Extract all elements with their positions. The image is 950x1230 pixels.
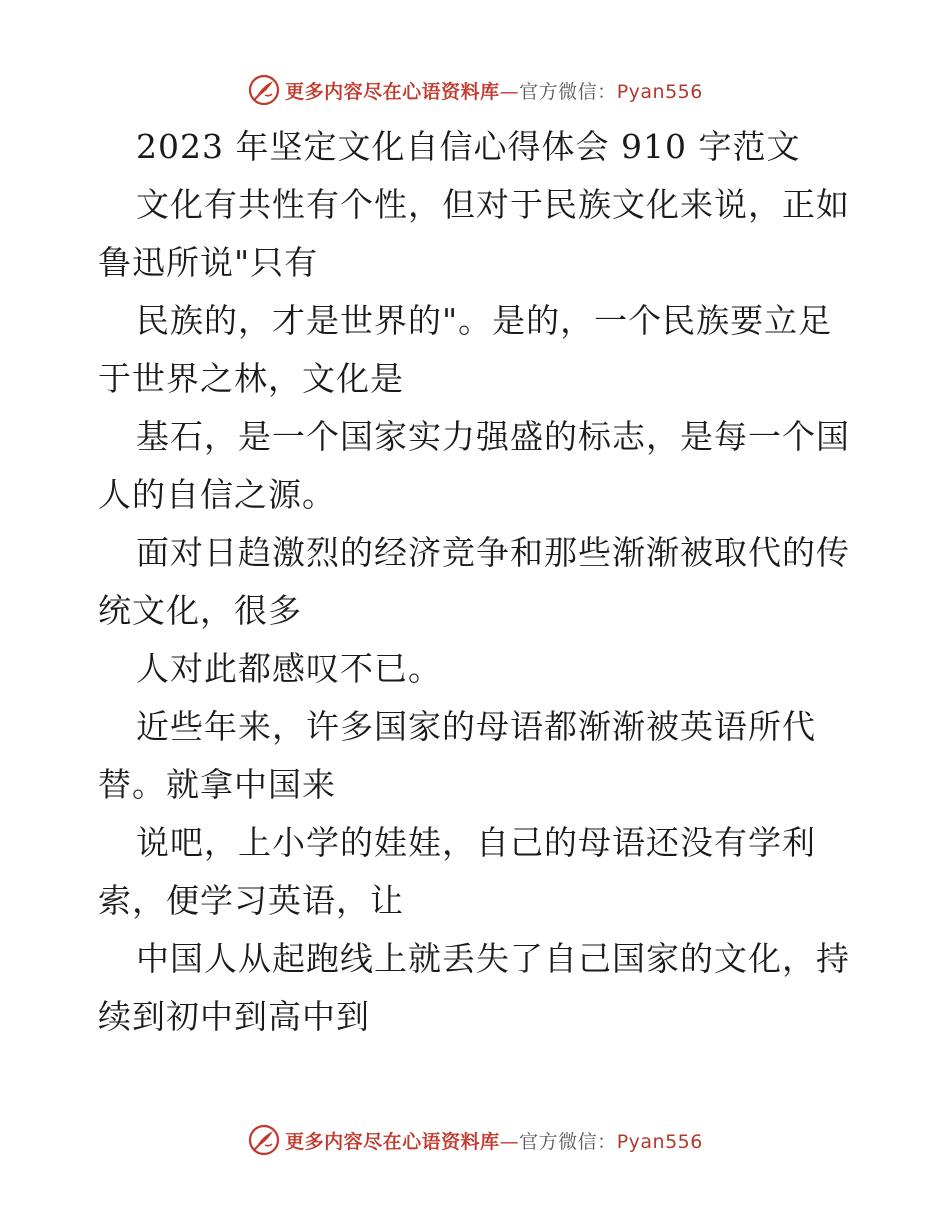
paragraph-line: 人对此都感叹不已。	[136, 649, 442, 688]
banner-brand-text: 更多内容尽在心语资料库	[285, 80, 500, 103]
paragraph-line: 人的自信之源。	[98, 475, 336, 514]
banner-wechat-id: Pyan556	[616, 1130, 703, 1153]
paragraph-line: 替。就拿中国来	[98, 765, 336, 804]
paragraph-line: 索，便学习英语，让	[98, 881, 404, 920]
paragraph-line: 基石，是一个国家实力强盛的标志，是每一个国	[136, 417, 850, 456]
paragraph-line: 说吧，上小学的娃娃，自己的母语还没有学利	[136, 823, 816, 862]
paragraph-line: 续到初中到高中到	[98, 997, 370, 1036]
quill-pen-logo-icon	[247, 73, 281, 107]
paragraph-line: 近些年来，许多国家的母语都渐渐被英语所代	[136, 707, 816, 746]
paragraph-line: 统文化，很多	[98, 591, 302, 630]
paragraph-line: 于世界之林，文化是	[98, 359, 404, 398]
banner-wechat-label: 官方微信：	[519, 80, 617, 103]
banner-brand-text: 更多内容尽在心语资料库	[285, 1130, 500, 1153]
paragraph-line: 民族的，才是世界的"。是的，一个民族要立足	[136, 301, 833, 340]
document-title: 2023 年坚定文化自信心得体会 910 字范文	[136, 127, 801, 166]
footer-banner	[0, 1120, 950, 1160]
banner-wechat-id: Pyan556	[616, 80, 703, 103]
banner-separator: —	[499, 1130, 520, 1153]
header-banner	[0, 70, 950, 110]
banner-separator: —	[499, 80, 520, 103]
paragraph-line: 鲁迅所说"只有	[98, 243, 319, 282]
paragraph-line: 中国人从起跑线上就丢失了自己国家的文化，持	[136, 939, 850, 978]
banner-wechat-label: 官方微信：	[519, 1130, 617, 1153]
document-body	[98, 118, 858, 1046]
paragraph-line: 面对日趋激烈的经济竞争和那些渐渐被取代的传	[136, 533, 850, 572]
paragraph-line: 文化有共性有个性，但对于民族文化来说，正如	[136, 185, 850, 224]
quill-pen-logo-icon	[247, 1123, 281, 1157]
